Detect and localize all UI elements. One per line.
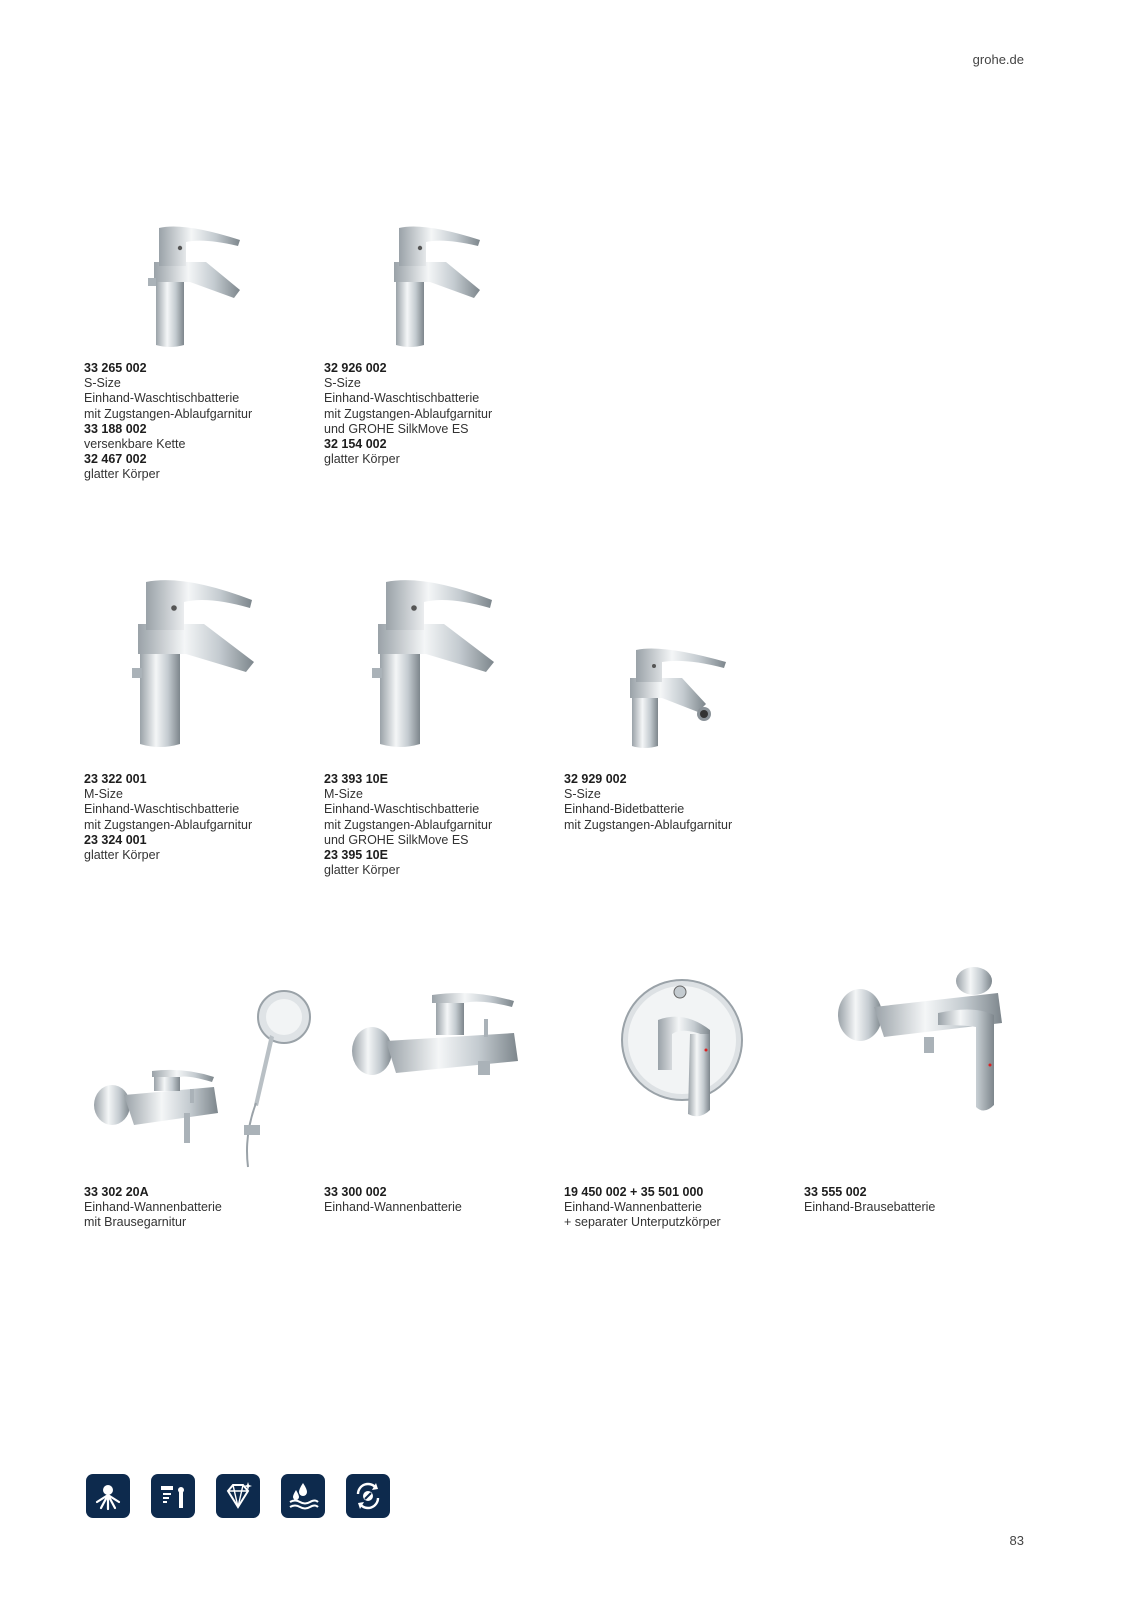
product-description: mit Zugstangen-Ablaufgarnitur (324, 406, 493, 421)
product-text-3 (84, 772, 324, 863)
bath-mixer-image (344, 985, 544, 1095)
product-description: Einhand-Wannenbatterie (84, 1200, 222, 1215)
product-description: Einhand-Waschtischbatterie (84, 391, 240, 406)
size-label: S-Size (564, 787, 601, 802)
product-code: 32 929 002 (564, 772, 627, 786)
shower-mixer-image (834, 965, 1014, 1115)
product-text-5 (564, 772, 804, 833)
product-description: glatter Körper (324, 452, 400, 467)
product-code: 32 467 002 (84, 452, 147, 467)
product-description: Einhand-Brausebatterie (804, 1200, 936, 1215)
product-code: 33 265 002 (84, 361, 147, 375)
basin-mixer-m-image (364, 574, 504, 749)
product-description: Einhand-Bidetbatterie (564, 802, 685, 817)
basin-mixer-image (384, 220, 494, 350)
product-text-2 (324, 361, 564, 467)
product-description: mit Zugstangen-Ablaufgarnitur (84, 406, 253, 421)
product-description: Einhand-Waschtischbatterie (84, 802, 240, 817)
size-label: S-Size (324, 376, 361, 391)
product-description: Einhand-Wannenbatterie (324, 1200, 462, 1215)
site-url[interactable]: grohe.de (972, 52, 1024, 67)
product-code: 33 188 002 (84, 421, 147, 436)
product-code: 23 395 10E (324, 848, 388, 863)
concealed-mixer-image (614, 960, 754, 1130)
product-code: 32 154 002 (324, 437, 387, 452)
product-description: und GROHE SilkMove ES (324, 421, 469, 436)
product-description: mit Zugstangen-Ablaufgarnitur (324, 817, 493, 832)
shower-tap-icon (151, 1474, 195, 1518)
size-label: M-Size (84, 787, 123, 802)
product-description: mit Zugstangen-Ablaufgarnitur (564, 817, 733, 832)
product-code: 23 324 001 (84, 832, 147, 847)
product-description: Einhand-Wannenbatterie (564, 1200, 702, 1215)
product-description: versenkbare Kette (84, 437, 186, 452)
product-code: 23 393 10E (324, 772, 388, 786)
temperature-limiter-icon (346, 1474, 390, 1518)
product-description: glatter Körper (84, 467, 160, 482)
product-code: 19 450 002 + 35 501 000 (564, 1185, 704, 1199)
product-code: 33 302 20A (84, 1185, 149, 1199)
size-label: S-Size (84, 376, 121, 391)
water-saving-icon (281, 1474, 325, 1518)
product-code: 23 322 001 (84, 772, 147, 786)
product-description: mit Zugstangen-Ablaufgarnitur (84, 817, 253, 832)
product-description: und GROHE SilkMove ES (324, 832, 469, 847)
product-text-8 (564, 1185, 804, 1231)
size-label: M-Size (324, 787, 363, 802)
bath-mixer-shower-set-image (84, 985, 314, 1175)
product-code: 33 300 002 (324, 1185, 387, 1199)
product-description: Einhand-Waschtischbatterie (324, 391, 480, 406)
diamond-icon (216, 1474, 260, 1518)
product-description: Einhand-Waschtischbatterie (324, 802, 480, 817)
bidet-mixer-image (622, 642, 732, 752)
product-description: glatter Körper (84, 848, 160, 863)
product-code: 32 926 002 (324, 361, 387, 375)
product-text-9 (804, 1185, 1044, 1215)
product-text-7 (324, 1185, 564, 1215)
product-text-4 (324, 772, 564, 878)
feature-icons (86, 1474, 390, 1518)
basin-mixer-image (144, 220, 254, 350)
handshower-icon (86, 1474, 130, 1518)
product-description: mit Brausegarnitur (84, 1215, 187, 1230)
product-text-1 (84, 361, 324, 483)
page-number: 83 (1009, 1533, 1024, 1548)
product-code: 33 555 002 (804, 1185, 867, 1199)
product-description: glatter Körper (324, 863, 400, 878)
product-text-6 (84, 1185, 324, 1231)
basin-mixer-m-image (124, 574, 264, 749)
product-description: + separater Unterputzkörper (564, 1215, 721, 1230)
